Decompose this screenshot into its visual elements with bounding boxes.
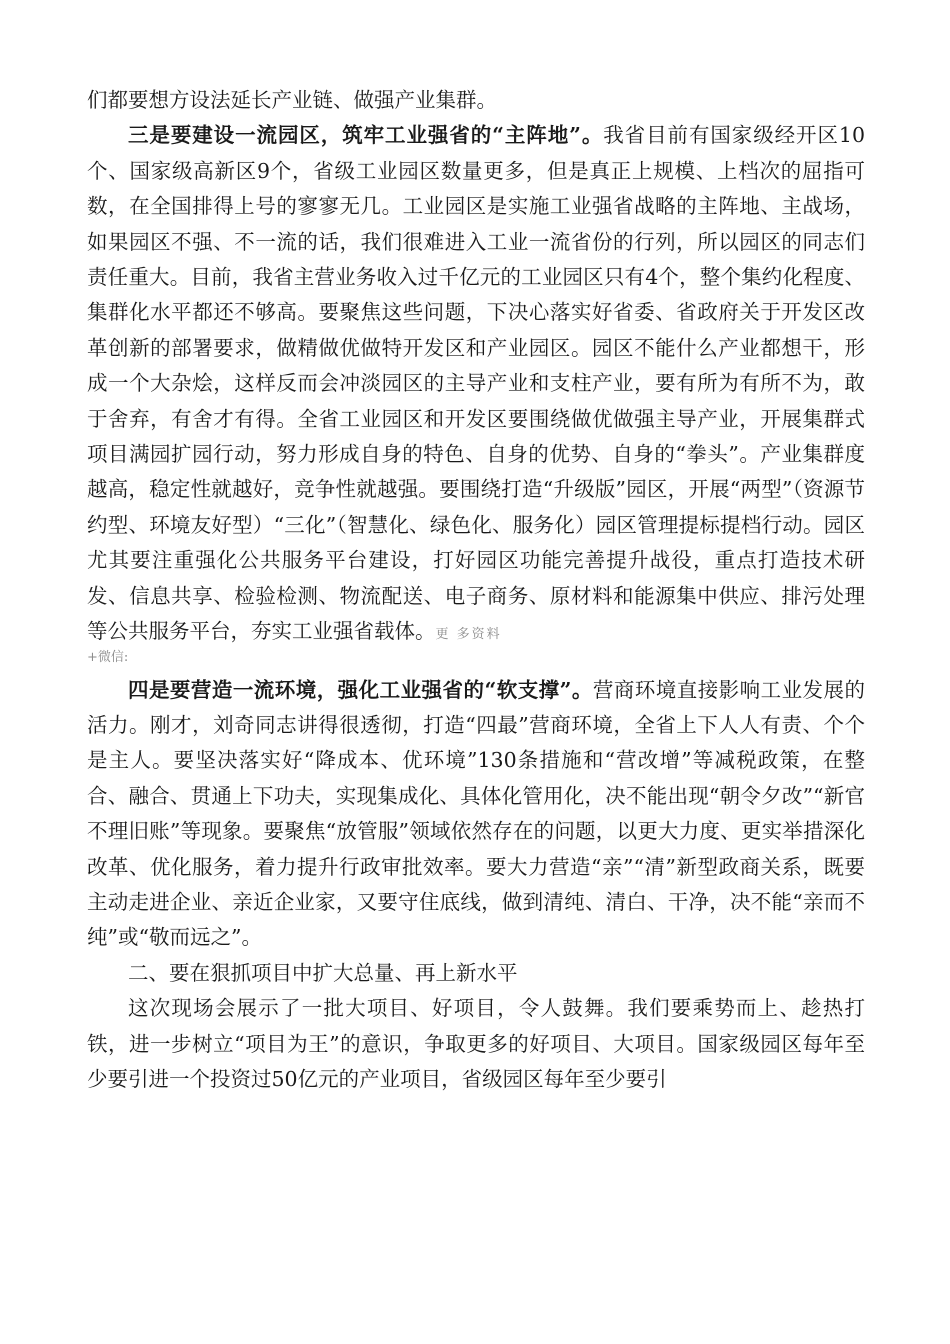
paragraph-text: 们都要想方设法延长产业链、做强产业集群。 [87,88,497,112]
paragraph-text: 这次现场会展示了一批大项目、好项目，令人鼓舞。我们要乘势而上、趁热打铁，进一步树立“项目为王”的意识，争取更多的好项目、大项目。国家级园区每年至少要引进一个投资过50亿元的产业项目，省级园区每年至少要引 [87,996,865,1091]
section-heading: 二、要在狠抓项目中扩大总量、再上新水平 [128,960,518,985]
paragraph-environment [87,673,865,956]
paragraph-lead-heading: 三是要建设一流园区，筑牢工业强省的“主阵地”。 [128,123,604,148]
paragraph-text: 营商环境直接影响工业发展的活力。刚才，刘奇同志讲得很透彻，打造“四最”营商环境，全省上下人人有责、个个是主人。要坚决落实好“降成本、优环境”130条措施和“营改增”等减税政策，在整合、融合、贯通上下功夫，实现集成化、具体化管用化，决不能出现“朝令夕改”“新官不理旧账”等现象。要聚焦“放管服”领域依然存在的问题，以更大力度、更实举措深化改革、优化服务，着力提升行政审批效率。要大力营造“亲”“清”新型政商关系，既要主动走进企业、亲近企业家，又要守住底线，做到清纯、清白、干净，决不能“亲而不纯”或“敬而远之”。 [87,677,865,950]
document-body [87,83,865,1097]
paragraph-lead-heading: 四是要营造一流环境，强化工业强省的“软支撑”。 [128,677,593,702]
paragraph-text: 我省目前有国家级经开区10个、国家级高新区9个，省级工业园区数量更多，但是真正上规模、上档次的屈指可数，在全国排得上号的寥寥无几。工业园区是实施工业强省战略的主阵地、主战场，如果园区不强、不一流的话，我们很难进入工业一流省份的行列，所以园区的同志们责任重大。目前，我省主营业务收入过千亿元的工业园区只有4个，整个集约化程度、集群化水平都还不够高。要聚焦这些问题，下决心落实好省委、省政府关于开发区改革创新的部署要求，做精做优做特开发区和产业园区。园区不能什么产业都想干，形成一个大杂烩，这样反而会冲淡园区的主导产业和支柱产业，要有所为有所不为，敢于舍弃，有舍才有得。全省工业园区和开发区要围绕做优做强主导产业，开展集群式项目满园扩园行动，努力形成自身的特色、自身的优势、自身的“拳头”。产业集群度越高，稳定性就越好，竞争性就越强。要围绕打造“升级版”园区，开展“两型”（资源节约型、环境友好型）“三化”（智慧化、绿色化、服务化）园区管理提标提档行动。园区尤其要注重强化公共服务平台建设，打好园区功能完善提升战役，重点打造技术研发、信息共享、检验检测、物流配送、电子商务、原材料和能源集中供应、排污处理等公共服务平台，夯实工业强省载体。 [87,123,865,644]
paragraph-projects [87,991,865,1097]
paragraph-parks [87,118,865,652]
paragraph-continuation [87,83,865,118]
watermark-note-line: +微信: [87,649,129,665]
watermark-note: 更 多资料 [435,627,502,643]
